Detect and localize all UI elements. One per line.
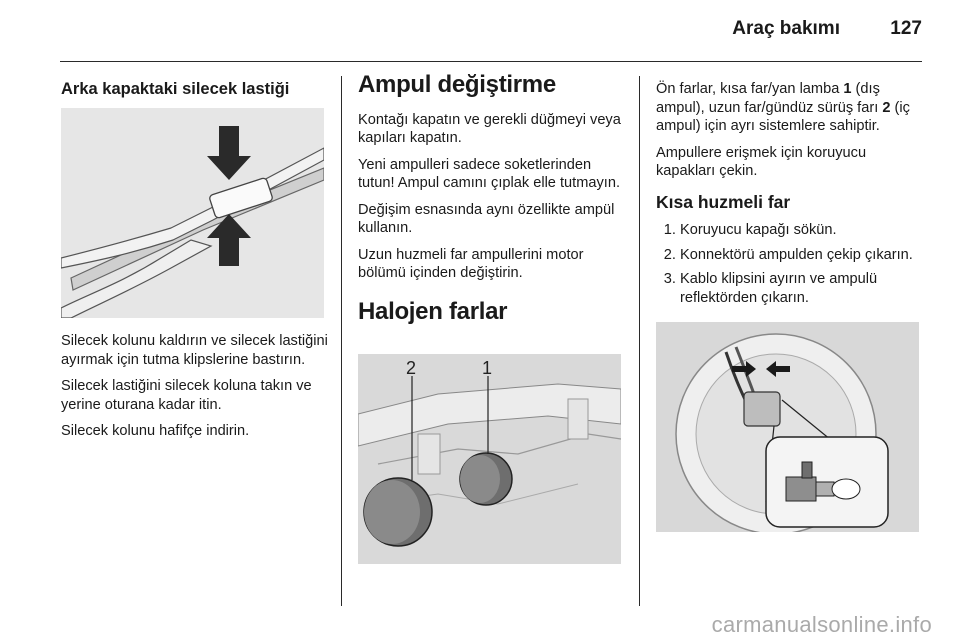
running-header-title: Araç bakımı bbox=[732, 18, 840, 39]
list-item: 2. Konnektörü ampulden çekip çıkarın. bbox=[680, 246, 926, 265]
paragraph: Silecek lastiğini silecek koluna takın ve yerine oturana kadar itin. bbox=[61, 378, 312, 413]
section-heading-bulb-replacement: Ampul değiştirme bbox=[358, 71, 556, 98]
steps-list bbox=[656, 221, 926, 307]
paragraph: Uzun huzmeli far ampullerini motor bölümü içinden değiştirin. bbox=[358, 246, 584, 281]
low-beam-bulb-illustration bbox=[656, 322, 919, 532]
paragraph: Silecek kolunu kaldırın ve silecek lastiğini ayırmak için tutma klipslerine bastırın. bbox=[61, 333, 328, 368]
label-2-ref: 2 bbox=[882, 99, 891, 116]
label-1-ref: 1 bbox=[843, 81, 852, 97]
column-divider-2 bbox=[639, 76, 640, 606]
list-item: 3. Kablo klipsini ayırın ve ampulü reflektörden çıkarın. bbox=[680, 270, 926, 307]
column-2 bbox=[358, 71, 626, 325]
header-rule bbox=[60, 61, 922, 62]
intro-paragraph: Ön farlar, kısa far/yan lamba 1 (dış ampul), uzun far/gündüz sürüş farı 2 (iç ampul) için ayrı sistemlere sahiptir. bbox=[656, 81, 910, 134]
figure-wiper-blade bbox=[61, 108, 324, 318]
section-heading-wiper-blade: Arka kapaktaki silecek lastiği bbox=[61, 80, 290, 98]
paragraph: Ampullere erişmek için koruyucu kapakları çekin. bbox=[656, 144, 867, 179]
column-3 bbox=[656, 80, 926, 313]
list-item: 1. Koruyucu kapağı sökün. bbox=[680, 221, 926, 240]
halogen-headlight-illustration bbox=[358, 354, 621, 564]
section-heading-halogen-headlights: Halojen farlar bbox=[358, 297, 508, 325]
watermark-text: carmanualsonline.info bbox=[711, 612, 932, 637]
figure-low-beam-bulb bbox=[656, 322, 919, 532]
paragraph: Silecek kolunu hafifçe indirin. bbox=[61, 423, 250, 439]
column-1 bbox=[61, 80, 329, 99]
column-1-body bbox=[61, 332, 329, 449]
figure-halogen-headlight bbox=[358, 354, 621, 564]
wiper-blade-illustration bbox=[61, 108, 324, 318]
section-heading-low-beam: Kısa huzmeli far bbox=[656, 191, 791, 212]
paragraph: Yeni ampulleri sadece soketlerinden tutun! Ampul camını çıplak elle tutmayın. bbox=[358, 156, 621, 191]
page-number: 127 bbox=[890, 18, 922, 39]
column-divider-1 bbox=[341, 76, 342, 606]
paragraph: Kontağı kapatın ve gerekli düğmeyi veya kapıları kapatın. bbox=[358, 111, 621, 146]
callout-label-1: 1 bbox=[482, 358, 493, 378]
callout-label-2: 2 bbox=[406, 358, 417, 378]
paragraph: Değişim esnasında aynı özellikte ampül kullanın. bbox=[358, 201, 615, 236]
